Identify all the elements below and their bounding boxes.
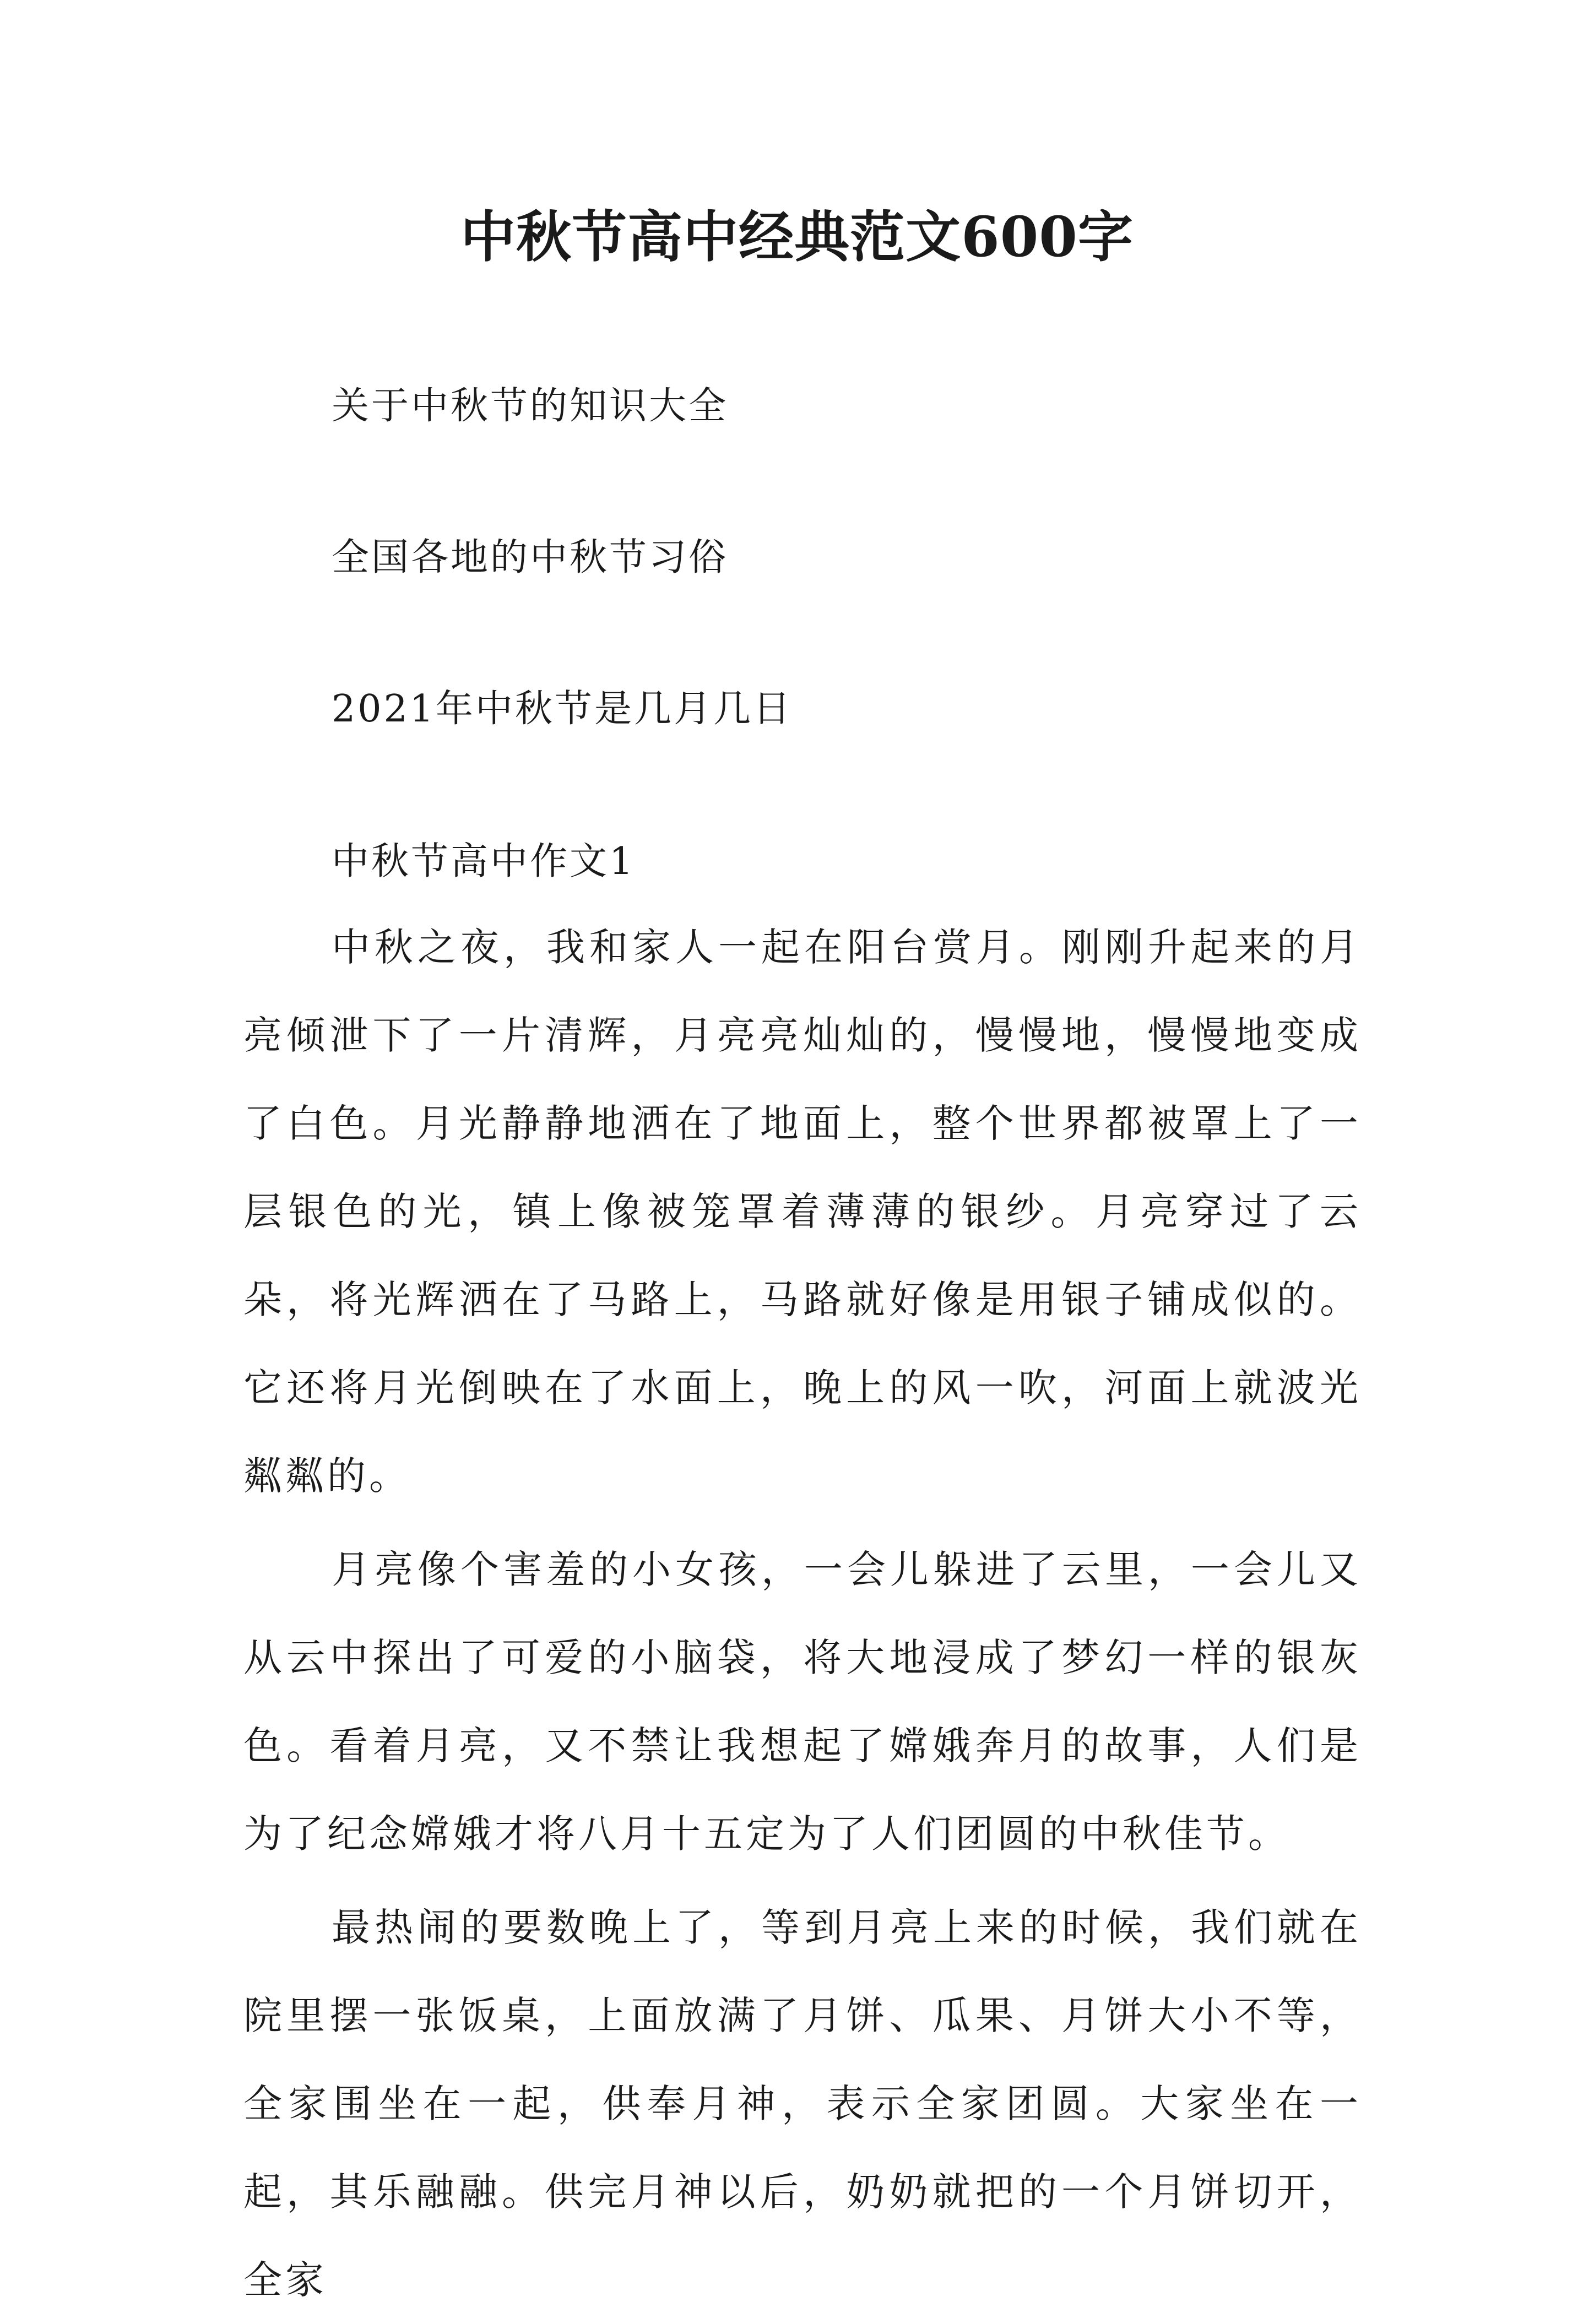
paragraph-1: 中秋之夜，我和家人一起在阳台赏月。刚刚升起来的月亮倾泄下了一片清辉，月亮亮灿灿的，慢慢地，慢慢地变成了白色。月光静静地洒在了地面上，整个世界都被罩上了一层银色的光，镇上像被笼罩着薄薄的银纱。月亮穿过了云朵，将光辉洒在了马路上，马路就好像是用银子铺成似的。它还将月光倒映在了水面上，晚上的风一吹，河面上就波光粼粼的。 — [243, 925, 1362, 1498]
section-heading: 中秋节高中作文1 — [332, 840, 636, 883]
essay-body — [243, 903, 1362, 2324]
paragraph-3: 最热闹的要数晚上了，等到月亮上来的时候，我们就在院里摆一张饭桌，上面放满了月饼、瓜果、月饼大小不等，全家围坐在一起，供奉月神，表示全家团圆。大家坐在一起，其乐融融。供完月神以后，奶奶就把的一个月饼切开，全家 — [243, 1905, 1362, 2303]
paragraph-2: 月亮像个害羞的小女孩，一会儿躲进了云里，一会儿又从云中探出了可爱的小脑袋，将大地浸成了梦幻一样的银灰色。看着月亮，又不禁让我想起了嫦娥奔月的故事，人们是为了纪念嫦娥才将八月十五定为了人们团圆的中秋佳节。 — [243, 1547, 1362, 1856]
related-link-date[interactable]: 2021年中秋节是几月几日 — [332, 687, 793, 731]
related-link-customs[interactable]: 全国各地的中秋节习俗 — [332, 536, 729, 579]
related-link-knowledge[interactable]: 关于中秋节的知识大全 — [332, 384, 729, 428]
document-title: 中秋节高中经典范文600字 — [460, 204, 1134, 269]
